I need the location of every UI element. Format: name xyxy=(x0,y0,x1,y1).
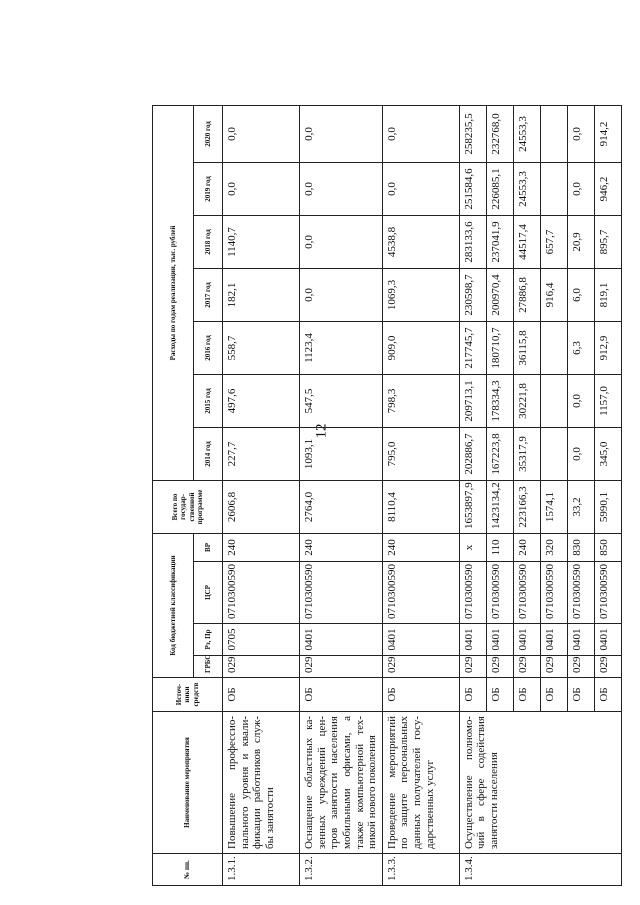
year-amount xyxy=(540,427,567,480)
year-amount: 895,7 xyxy=(594,215,621,268)
total-amount: 1423134,2 xyxy=(486,480,513,533)
year-amount: 4538,8 xyxy=(382,215,459,268)
activity-name: Повышение профессио-нального уровня и квали-фикации работников служ-бы занятости xyxy=(223,712,300,854)
header-grbs: ГРБС xyxy=(194,656,223,678)
csr-code: 0710300590 xyxy=(567,562,594,624)
year-amount xyxy=(540,105,567,162)
rzpr-code: 0401 xyxy=(486,624,513,656)
rzpr-code: 0401 xyxy=(300,624,383,656)
csr-code: 0710300590 xyxy=(459,562,486,624)
rzpr-code: 0705 xyxy=(223,624,300,656)
year-amount: 209713,1 xyxy=(459,374,486,427)
header-name: Наименование мероприятия xyxy=(153,712,223,854)
header-csr: ЦСР xyxy=(194,562,223,624)
year-amount: 227,7 xyxy=(223,427,300,480)
header-total: Всего по государ-ственной программе xyxy=(153,480,223,533)
rzpr-code: 0401 xyxy=(459,624,486,656)
header-budget-code: Код бюджетной классификации xyxy=(153,533,194,677)
year-amount: 251584,6 xyxy=(459,162,486,215)
row-number: 1.3.3. xyxy=(382,854,459,886)
year-amount: 30221,8 xyxy=(513,374,540,427)
vr-code: 240 xyxy=(382,533,459,561)
year-amount: 237041,9 xyxy=(486,215,513,268)
year-amount: 1140,7 xyxy=(223,215,300,268)
header-year: 2019 год xyxy=(194,162,223,215)
budget-table xyxy=(152,105,622,886)
year-amount: 24553,3 xyxy=(513,105,540,162)
csr-code: 0710300590 xyxy=(540,562,567,624)
funding-source: ОБ xyxy=(567,678,594,712)
year-amount: 912,9 xyxy=(594,321,621,374)
year-amount: 547,5 xyxy=(300,374,383,427)
year-amount: 657,7 xyxy=(540,215,567,268)
funding-source: ОБ xyxy=(486,678,513,712)
year-amount: 0,0 xyxy=(382,105,459,162)
year-amount: 0,0 xyxy=(382,162,459,215)
year-amount: 1123,4 xyxy=(300,321,383,374)
header-year: 2018 год xyxy=(194,215,223,268)
year-amount: 819,1 xyxy=(594,268,621,321)
rzpr-code: 0401 xyxy=(567,624,594,656)
total-amount: 8110,4 xyxy=(382,480,459,533)
rzpr-code: 0401 xyxy=(513,624,540,656)
header-rzpr: Рз, Пр xyxy=(194,624,223,656)
year-amount: 258235,5 xyxy=(459,105,486,162)
table-row xyxy=(459,105,486,885)
table-row xyxy=(300,105,383,885)
page-number: 12 xyxy=(313,423,330,439)
grbs-code: 029 xyxy=(540,656,567,678)
header-year: 2014 год xyxy=(194,427,223,480)
year-amount: 946,2 xyxy=(594,162,621,215)
year-amount: 202886,7 xyxy=(459,427,486,480)
csr-code: 0710300590 xyxy=(486,562,513,624)
rzpr-code: 0401 xyxy=(540,624,567,656)
year-amount: 795,0 xyxy=(382,427,459,480)
header-year: 2020 год xyxy=(194,105,223,162)
row-number: 1.3.2. xyxy=(300,854,383,886)
grbs-code: 029 xyxy=(486,656,513,678)
row-number: 1.3.4. xyxy=(459,854,621,886)
vr-code: 240 xyxy=(223,533,300,561)
year-amount: 167223,8 xyxy=(486,427,513,480)
year-amount: 345,0 xyxy=(594,427,621,480)
year-amount: 497,6 xyxy=(223,374,300,427)
total-amount: 2606,8 xyxy=(223,480,300,533)
header-year: 2017 год xyxy=(194,268,223,321)
csr-code: 0710300590 xyxy=(223,562,300,624)
rzpr-code: 0401 xyxy=(382,624,459,656)
header-source: Источ-ники средств xyxy=(153,678,223,712)
year-amount: 230598,7 xyxy=(459,268,486,321)
year-amount: 0,0 xyxy=(567,427,594,480)
grbs-code: 029 xyxy=(382,656,459,678)
funding-source: ОБ xyxy=(513,678,540,712)
row-number: 1.3.1. xyxy=(223,854,300,886)
header-num: № пп. xyxy=(153,854,223,886)
header-expenses: Расходы по годам реализации, тыс. рублей xyxy=(153,105,194,480)
funding-source: ОБ xyxy=(223,678,300,712)
year-amount: 0,0 xyxy=(223,162,300,215)
year-amount: 20,9 xyxy=(567,215,594,268)
total-amount: 5990,1 xyxy=(594,480,621,533)
grbs-code: 029 xyxy=(594,656,621,678)
year-amount: 178334,3 xyxy=(486,374,513,427)
year-amount: 798,3 xyxy=(382,374,459,427)
year-amount: 558,7 xyxy=(223,321,300,374)
csr-code: 0710300590 xyxy=(382,562,459,624)
year-amount: 1157,0 xyxy=(594,374,621,427)
year-amount: 6,0 xyxy=(567,268,594,321)
total-amount: 33,2 xyxy=(567,480,594,533)
rzpr-code: 0401 xyxy=(594,624,621,656)
vr-code: 240 xyxy=(513,533,540,561)
rotated-table-sheet xyxy=(152,106,610,886)
vr-code: 110 xyxy=(486,533,513,561)
year-amount xyxy=(540,374,567,427)
vr-code: 850 xyxy=(594,533,621,561)
grbs-code: 029 xyxy=(300,656,383,678)
year-amount: 35317,9 xyxy=(513,427,540,480)
year-amount: 909,0 xyxy=(382,321,459,374)
year-amount: 36115,8 xyxy=(513,321,540,374)
funding-source: ОБ xyxy=(459,678,486,712)
year-amount: 916,4 xyxy=(540,268,567,321)
year-amount: 0,0 xyxy=(300,268,383,321)
year-amount: 0,0 xyxy=(567,374,594,427)
vr-code: 830 xyxy=(567,533,594,561)
header-year: 2015 год xyxy=(194,374,223,427)
year-amount: 0,0 xyxy=(223,105,300,162)
activity-name: Проведение мероприятий по защите персональных данных получателей госу-дарственных услуг xyxy=(382,712,459,854)
year-amount: 200970,4 xyxy=(486,268,513,321)
year-amount: 24553,3 xyxy=(513,162,540,215)
csr-code: 0710300590 xyxy=(594,562,621,624)
year-amount: 0,0 xyxy=(300,162,383,215)
grbs-code: 029 xyxy=(223,656,300,678)
year-amount: 217745,7 xyxy=(459,321,486,374)
funding-source: ОБ xyxy=(594,678,621,712)
table-row xyxy=(223,105,300,885)
table-row xyxy=(382,105,459,885)
funding-source: ОБ xyxy=(300,678,383,712)
grbs-code: 029 xyxy=(459,656,486,678)
year-amount: 1093,1 xyxy=(300,427,383,480)
total-amount: 1574,1 xyxy=(540,480,567,533)
year-amount: 0,0 xyxy=(300,105,383,162)
year-amount: 232768,0 xyxy=(486,105,513,162)
year-amount: 283133,6 xyxy=(459,215,486,268)
year-amount: 0,0 xyxy=(300,215,383,268)
activity-name: Оснащение областных ка-зенных учреждений цен-тров занятости населения мобильными офисами, а также компьютерной тех-никой нового поколения xyxy=(300,712,383,854)
total-amount: 223166,3 xyxy=(513,480,540,533)
total-amount: 1653897,9 xyxy=(459,480,486,533)
total-amount: 2764,0 xyxy=(300,480,383,533)
activity-name: Осуществление полномо-чий в сфере содействия занятости населения xyxy=(459,712,621,854)
header-year: 2016 год xyxy=(194,321,223,374)
funding-source: ОБ xyxy=(540,678,567,712)
year-amount: 182,1 xyxy=(223,268,300,321)
csr-code: 0710300590 xyxy=(513,562,540,624)
year-amount: 0,0 xyxy=(567,162,594,215)
year-amount: 1069,3 xyxy=(382,268,459,321)
year-amount: 6,3 xyxy=(567,321,594,374)
grbs-code: 029 xyxy=(513,656,540,678)
header-vr: ВР xyxy=(194,533,223,561)
grbs-code: 029 xyxy=(567,656,594,678)
year-amount xyxy=(540,162,567,215)
funding-source: ОБ xyxy=(382,678,459,712)
vr-code: x xyxy=(459,533,486,561)
year-amount xyxy=(540,321,567,374)
csr-code: 0710300590 xyxy=(300,562,383,624)
year-amount: 180710,7 xyxy=(486,321,513,374)
vr-code: 320 xyxy=(540,533,567,561)
vr-code: 240 xyxy=(300,533,383,561)
year-amount: 0,0 xyxy=(567,105,594,162)
year-amount: 914,2 xyxy=(594,105,621,162)
year-amount: 27886,8 xyxy=(513,268,540,321)
year-amount: 226085,1 xyxy=(486,162,513,215)
year-amount: 44517,4 xyxy=(513,215,540,268)
header-row-1 xyxy=(153,105,194,885)
